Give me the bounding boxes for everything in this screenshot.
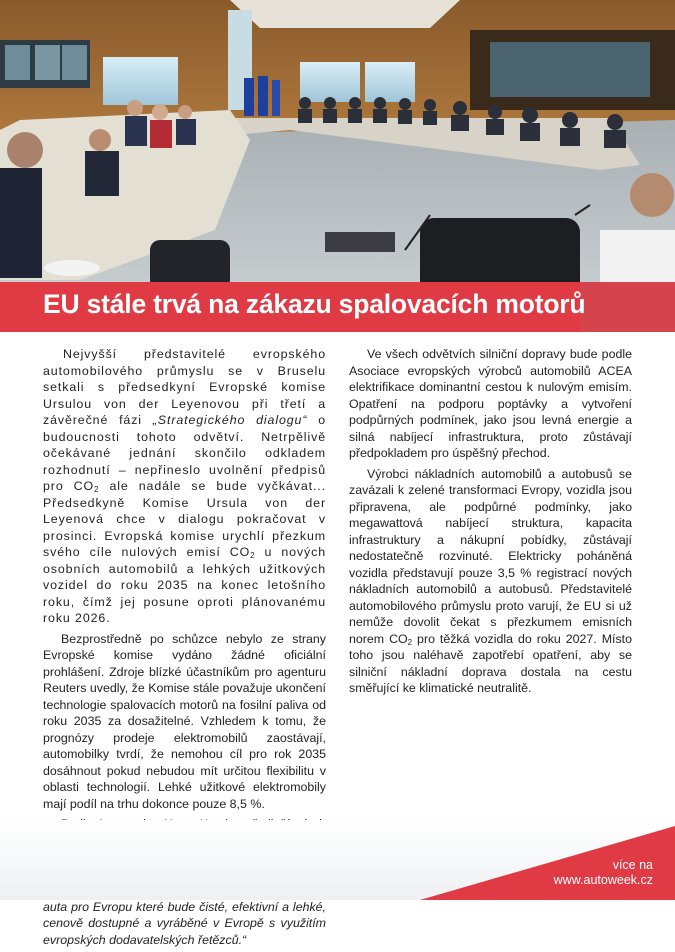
paragraph-5: Výrobci nákladních automobilů a autobusů se zavázali k zelené transformaci Evropy, vozidla jsou připravena, ale podpůrné podmínky, jako megawattová nabíjecí struktura, kapacita infrastruktury a nákupní pobídky, zůstávají nedostatečně rozvinuté. Elektricky poháněná vozidla představují pouze 3,5 % registrací nových nákladních automobilů a autobusů. Představitelé automobilového průmyslu proto varují, že EU si už nemůže dovolit čekat s přezkumem emisních norem $CO_2$ pro těžká vozidla do roku 2027. Místo toho jsou naléhavě zapotřebí opatření, aby se silniční nákladní doprava dostala na cestu směřující ke klimatické neutralitě. bbox=[349, 466, 632, 695]
paragraph-1: Nejvyšší představitelé evropského automobilového průmyslu se v Bruselu setkali s předsedkyní Evropské komise Ursulou von der Leyenovou při třetí a závěrečné fázi „Strategického dialogu“ o budoucnosti tohoto odvětví. Netrpělivě očekávané jednání skončilo odkladem rozhodnutí – nepřineslo uvolnění předpisů pro $CO_2$ ale nadále se bude vyčkávat... Předsedkyně Komise Ursula von der Leyenová chce v dialogu pokračovat v prosinci. Evropská komise urychlí přezkum svého cíle nulových emisí $CO_2$ u nových osobních automobilů a lehkých užitkových vozidel do roku 2035 na konec letošního roku, čímž jej posune oproti plánovanému roku 2026. bbox=[43, 347, 326, 625]
headline: EU stále trvá na zákazu spalovacích motorů bbox=[43, 289, 586, 319]
paragraph-4: Ve všech odvětvích silniční dopravy bude podle Asociace evropských výrobců automobilů ACEA elektrifikace dominantní cestou k nulovým emisím. Opatření na podporu poptávky a vytvoření podpůrných podmínek, jako jsou levná energie a silná nabíjecí infrastruktura, proto zůstávají předpokladem pro úspěšný přechod. bbox=[349, 347, 632, 460]
footer-website[interactable]: www.autoweek.cz bbox=[553, 873, 653, 887]
footer-more-link[interactable] bbox=[554, 858, 653, 888]
paragraph-2: Bezprostředně po schůzce nebylo ze strany Evropské komise vydáno žádné oficiální prohlášení. Zdroje blízké účastníkům pro agenturu Reuters uvedly, že Komise stále považuje ukončení technologie spalovacích motorů na fosilní paliva od roku 2035 za dosažitelné. Vzhledem k tomu, že prognózy prodeje elektromobilů zaostávají, automobilky tvrdí, že nemohou cíl pro rok 2035 dosáhnout pokud nebudou mít určitou flexibilitu v oblasti technologií. Lehké užitkové elektromobily mají podíl na trhu dokonce pouze 8,5 %. bbox=[43, 631, 326, 811]
paragraph-3: auta pro Evropu které bude čisté, efektivní a lehké, cenově dostupné a vyráběné v Evropě s využitím evropských dodavatelských řetězců.“ bbox=[43, 899, 326, 947]
footer-more-label: více na bbox=[612, 858, 653, 872]
